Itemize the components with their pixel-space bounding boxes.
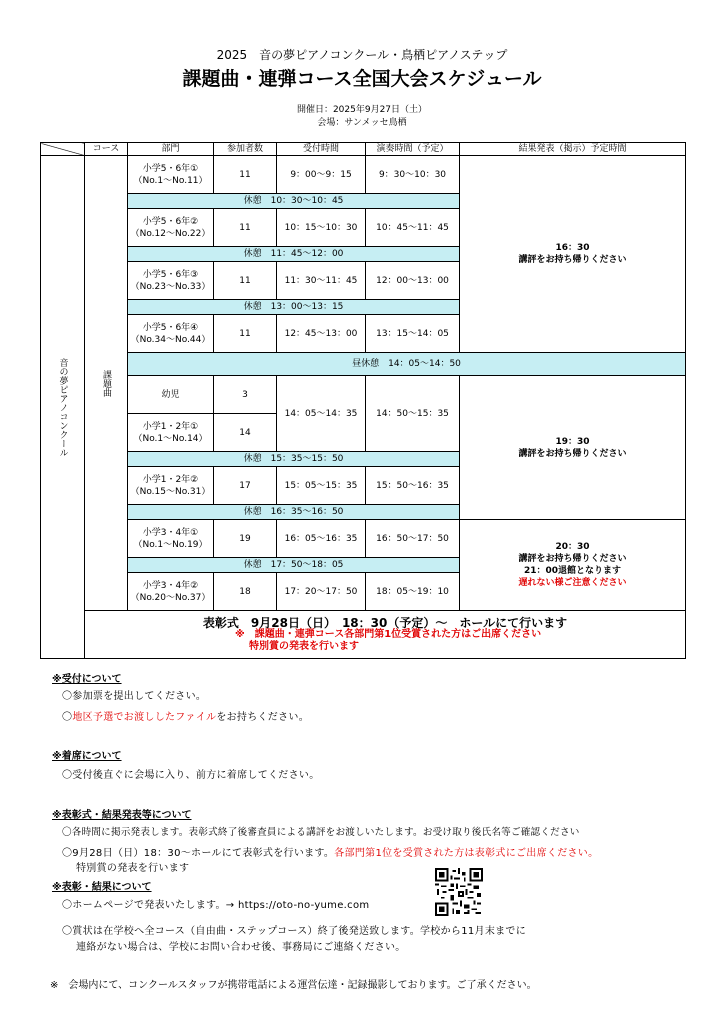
result-cell-3 — [460, 520, 686, 611]
break-row: 休憩 16：35～16：50 — [128, 505, 460, 520]
header-result: 結果発表（掲示）予定時間 — [460, 143, 686, 156]
participant-count: 11 — [214, 315, 277, 353]
performance-time: 10：45～11：45 — [366, 209, 460, 247]
header-corner — [41, 143, 85, 156]
course-name: 課題曲 — [85, 156, 128, 611]
break-row: 休憩 17：50～18：05 — [128, 558, 460, 573]
division-label: 小学1・2年① — [142, 421, 199, 432]
division-label: 小学3・4年② — [142, 580, 199, 591]
header-reception: 受付時間 — [277, 143, 366, 156]
lunch-break-row: 昼休憩 14：05～14：50 — [128, 353, 686, 376]
performance-time: 15：50～16：35 — [366, 467, 460, 505]
result-cell-1 — [460, 156, 686, 353]
reception-time: 10：15～10：30 — [277, 209, 366, 247]
ceremony-first-place-note: 各部門第1位を受賞された方は表彰式にご出席ください。 — [334, 848, 599, 859]
result-time: 20：30 — [555, 542, 590, 552]
reception-time: 15：05～15：35 — [277, 467, 366, 505]
reception-time: 9：00～9：15 — [277, 156, 366, 194]
performance-time: 9：30～10：30 — [366, 156, 460, 194]
division-label: 小学5・6年① — [142, 163, 199, 174]
award-ceremony-cell — [85, 611, 686, 659]
result-time: 19：30 — [555, 436, 590, 447]
division-cell — [128, 262, 214, 300]
division-range: （No.1～No.19） — [133, 539, 208, 550]
division-cell — [128, 573, 214, 611]
seating-line-1: 〇受付後直ぐに会場に入り、前方に着席してください。 — [62, 770, 320, 781]
performance-time: 16：50～17：50 — [366, 520, 460, 558]
results-line-3: 連絡がない場合は、学校にお問い合わせ後、事務局にご連絡ください。 — [76, 942, 406, 953]
award-ceremony-info: 表彰式 9月28日（日） 18：30（予定）～ ホールにて行います — [202, 615, 568, 630]
reception-line-1: 〇参加票を提出してください。 — [62, 691, 207, 702]
break-row: 休憩 11：45～12：00 — [128, 247, 460, 262]
division-range: （No.15～No.31） — [130, 486, 211, 497]
reception-time: 16：05～16：35 — [277, 520, 366, 558]
participant-count: 18 — [214, 573, 277, 611]
event-venue: 会場：サンメッセ鳥栖 — [317, 118, 407, 128]
result-cell-2 — [460, 376, 686, 520]
participant-count: 17 — [214, 467, 277, 505]
division-range: （No.23～No.33） — [130, 281, 211, 292]
participant-count: 3 — [214, 376, 277, 414]
division-label: 小学5・6年③ — [142, 269, 199, 280]
section-seating-title: ※着席について — [52, 751, 122, 762]
footer-note: ※ 会場内にて、コンクールスタッフが携帯電話による運営伝達・記録撮影しております。ご了承ください。 — [50, 980, 537, 991]
performance-time: 18：05～19：10 — [366, 573, 460, 611]
division-label: 小学3・4年① — [142, 527, 199, 538]
section-reception-title: ※受付について — [52, 674, 122, 685]
division-label: 小学1・2年② — [142, 474, 199, 485]
results-line-2: 〇賞状は在学校へ全コース（自由曲・ステップコース）終了後発送致します。学校から11月末までに — [62, 926, 527, 937]
reception-time: 12：45～13：00 — [277, 315, 366, 353]
participant-count: 14 — [214, 414, 277, 452]
division-cell: 幼児 — [128, 376, 214, 414]
header-participants: 参加者数 — [214, 143, 277, 156]
division-cell — [128, 156, 214, 194]
award-note-1: ※ 課題曲・連弾コース各部門第1位受賞された方はご出席ください — [235, 628, 542, 640]
break-row: 休憩 10：30～10：45 — [128, 194, 460, 209]
division-cell — [128, 520, 214, 558]
division-range: （No.34～No.44） — [130, 334, 211, 345]
division-label: 小学5・6年④ — [142, 322, 199, 333]
reception-file-note: 地区予選でお渡ししたファイル — [72, 712, 217, 723]
ceremony-line-1: 〇各時間に掲示発表します。表彰式終了後審査員による講評をお渡しいたします。お受け取り後氏名等ご確認ください — [62, 827, 580, 838]
performance-time: 13：15～14：05 — [366, 315, 460, 353]
division-range: （No.1～No.11） — [133, 175, 208, 186]
division-cell — [128, 467, 214, 505]
division-range: （No.20～No.37） — [130, 592, 211, 603]
result-note: 講評をお持ち帰りください — [518, 448, 627, 459]
division-cell — [128, 414, 214, 452]
header-division: 部門 — [128, 143, 214, 156]
header-performance: 演奏時間（予定） — [366, 143, 460, 156]
break-row: 休憩 13：00～13：15 — [128, 300, 460, 315]
results-line-1[interactable]: 〇ホームページで発表いたします。→ https://oto-no-yume.com — [62, 900, 370, 911]
reception-time: 14：05～14：35 — [277, 376, 366, 452]
schedule-table — [40, 142, 686, 659]
contest-name: 音の夢ピアノコンクール — [41, 156, 85, 659]
award-note-2: 特別賞の発表を行います — [249, 640, 359, 652]
participant-count: 11 — [214, 262, 277, 300]
performance-time: 12：00～13：00 — [366, 262, 460, 300]
header-course: コース — [85, 143, 128, 156]
participant-count: 19 — [214, 520, 277, 558]
division-cell — [128, 209, 214, 247]
page-title: 課題曲・連弾コース全国大会スケジュール — [182, 68, 542, 90]
participant-count: 11 — [214, 156, 277, 194]
reception-line-2: 〇地区予選でお渡ししたファイルをお持ちください。 — [62, 712, 310, 723]
result-note-2: 21：00退館となります — [523, 566, 622, 576]
division-range: （No.1～No.14） — [133, 433, 208, 444]
performance-time: 14：50～15：35 — [366, 376, 460, 452]
participant-count: 11 — [214, 209, 277, 247]
division-cell — [128, 315, 214, 353]
qr-code-icon[interactable] — [435, 868, 483, 916]
reception-time: 11：30～11：45 — [277, 262, 366, 300]
ceremony-line-2: 〇9月28日（日）18：30～ホールにて表彰式を行います。各部門第1位を受賞された方は表彰式にご出席ください。 — [62, 848, 599, 859]
result-note: 講評をお持ち帰りください — [518, 554, 627, 564]
page-subtitle: 2025 音の夢ピアノコンクール・鳥栖ピアノステップ — [216, 48, 508, 62]
event-date: 開催日：2025年9月27日（土） — [296, 105, 428, 115]
result-warning: 遅れない様ご注意ください — [518, 578, 627, 588]
break-row: 休憩 15：35～15：50 — [128, 452, 460, 467]
result-time: 16：30 — [555, 243, 590, 253]
division-label: 小学5・6年② — [142, 216, 199, 227]
section-ceremony-title: ※表彰式・結果発表等について — [52, 810, 192, 821]
division-range: （No.12～No.22） — [130, 228, 211, 239]
section-results-title: ※表彰・結果について — [52, 882, 152, 893]
reception-time: 17：20～17：50 — [277, 573, 366, 611]
result-note: 講評をお持ち帰りください — [518, 255, 627, 265]
ceremony-line-3: 特別賞の発表を行います — [76, 863, 190, 874]
